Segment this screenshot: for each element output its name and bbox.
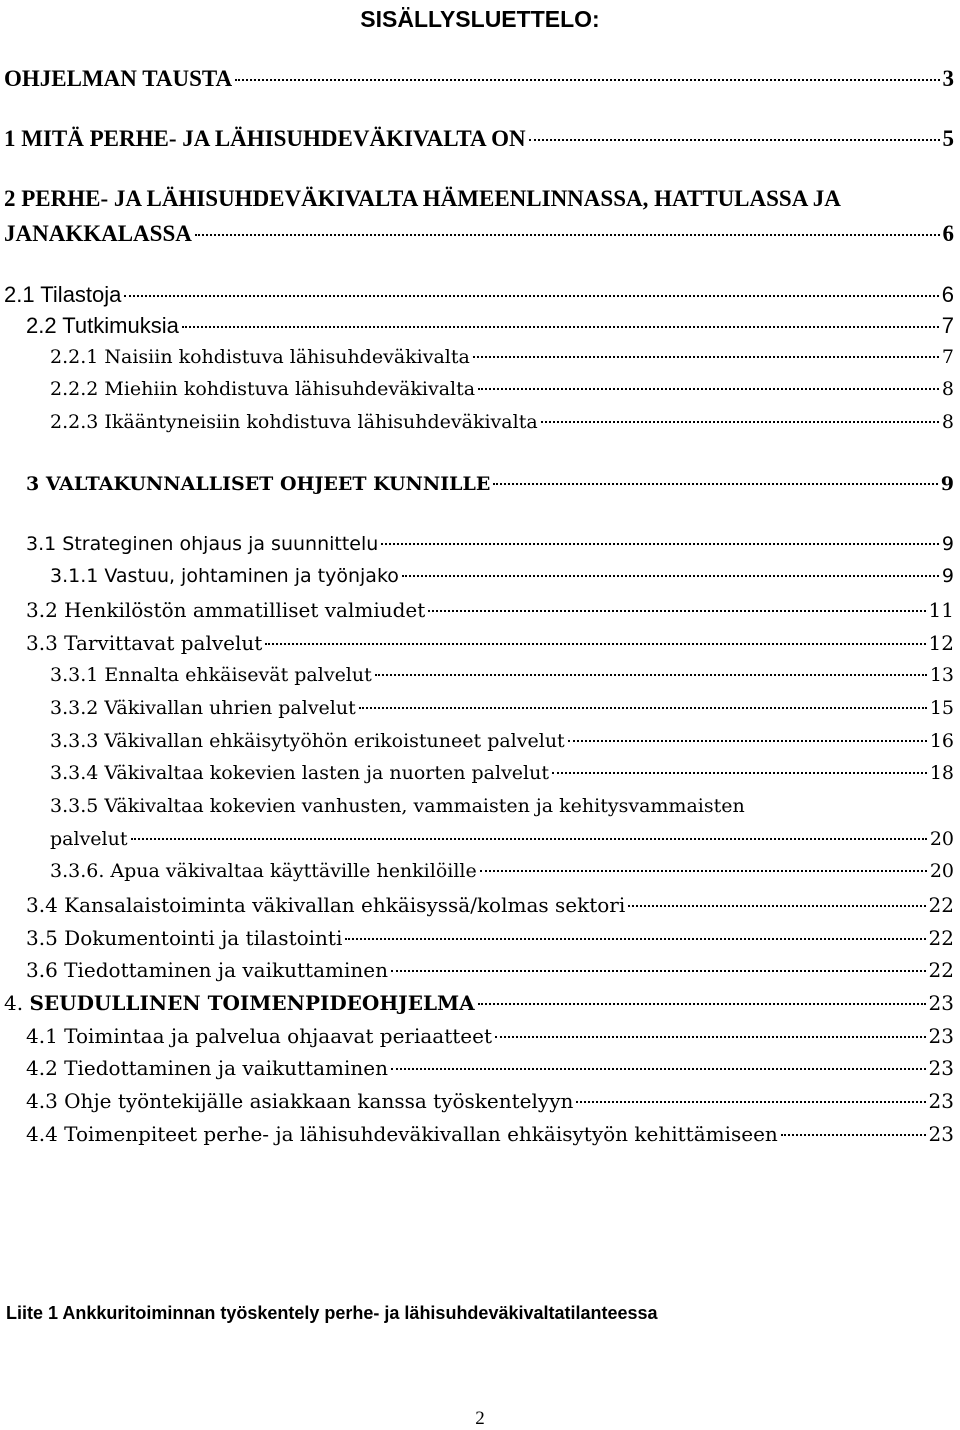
toc-entry[interactable]: [26, 533, 954, 555]
toc-entry-label: 3.5 Dokumentointi ja tilastointi: [26, 926, 343, 950]
toc-entry-page: 7: [941, 313, 954, 338]
page-title: SISÄLLYSLUETTELO:: [360, 6, 600, 32]
dot-leader: [473, 356, 939, 358]
toc-entry-label: 3.2 Henkilöstön ammatilliset valmiudet: [26, 598, 426, 622]
toc-entry-page: 9: [940, 473, 954, 495]
toc-entry-page: 8: [941, 411, 954, 433]
toc-entry-page: 22: [928, 958, 954, 982]
toc-entry-label: [4, 991, 475, 1015]
toc-entry-page: 23: [928, 1122, 954, 1146]
toc-entry-label: OHJELMAN TAUSTA: [4, 66, 233, 91]
toc-entry[interactable]: [26, 598, 954, 622]
dot-leader: [478, 388, 939, 390]
toc-entry-label: 2 PERHE- JA LÄHISUHDEVÄKIVALTA HÄMEENLINNASSA, HATTULASSA JA: [4, 186, 841, 211]
dot-leader: [265, 643, 925, 645]
toc-entry-label: 1 MITÄ PERHE- JA LÄHISUHDEVÄKIVALTA ON: [4, 126, 526, 151]
toc-entry[interactable]: [50, 860, 954, 882]
page-number: 2: [475, 1408, 485, 1429]
toc-entry-label: 2.2.3 Ikääntyneisiin kohdistuva lähisuhdeväkivalta: [50, 411, 538, 433]
toc-entry[interactable]: [4, 66, 954, 92]
toc-entry[interactable]: [50, 697, 954, 719]
toc-entry-page: 13: [929, 664, 954, 686]
toc-entry[interactable]: [26, 1056, 954, 1080]
toc-entry-label: 3.4 Kansalaistoiminta väkivallan ehkäisyssä/kolmas sektori: [26, 893, 626, 917]
dot-leader: [359, 707, 927, 709]
dot-leader: [124, 295, 938, 297]
dot-leader: [182, 326, 939, 328]
toc-entry-label: 3.3.1 Ennalta ehkäisevät palvelut: [50, 664, 372, 686]
toc-entry-page: 16: [929, 730, 954, 752]
toc-entry[interactable]: [26, 1089, 954, 1113]
toc-entry[interactable]: [50, 664, 954, 686]
dot-leader: [391, 1068, 926, 1070]
toc-entry-label: 3.3 Tarvittavat palvelut: [26, 631, 263, 655]
toc-entry-page: 6: [941, 282, 954, 307]
dot-leader: [480, 870, 927, 872]
dot-leader: [391, 970, 926, 972]
toc-entry-label: 4.1 Toimintaa ja palvelua ohjaavat periaatteet: [26, 1024, 492, 1048]
toc-entry[interactable]: [26, 893, 954, 917]
toc-entry-label: 3.1 Strateginen ohjaus ja suunnittelu: [26, 533, 379, 555]
toc-entry[interactable]: [26, 958, 954, 982]
toc-entry[interactable]: [50, 762, 954, 784]
toc-entry-label: JANAKKALASSA: [4, 221, 192, 246]
dot-leader: [402, 575, 939, 577]
toc-entry-label: 3.1.1 Vastuu, johtaminen ja työnjako: [50, 565, 399, 587]
toc-entry-label: 4.4 Toimenpiteet perhe- ja lähisuhdeväkivallan ehkäisytyön kehittämiseen: [26, 1122, 778, 1146]
dot-leader: [541, 421, 939, 423]
toc-entry[interactable]: [50, 411, 954, 433]
toc-entry-page: 9: [941, 565, 954, 587]
toc-entry[interactable]: [50, 795, 954, 817]
toc-entry-page: 7: [941, 346, 954, 368]
dot-leader: [428, 610, 925, 612]
dot-leader: [576, 1101, 925, 1103]
dot-leader: [552, 772, 927, 774]
toc-entry-label: 3.6 Tiedottaminen ja vaikuttaminen: [26, 958, 388, 982]
toc-entry-page: 20: [929, 828, 954, 850]
toc-entry-label: palvelut: [50, 828, 128, 850]
toc-entry-label: 3.3.2 Väkivallan uhrien palvelut: [50, 697, 356, 719]
dot-leader: [628, 905, 925, 907]
dot-leader: [131, 838, 927, 840]
dot-leader: [781, 1134, 926, 1136]
toc-entry-page: 23: [928, 1089, 954, 1113]
toc-entry-page: 22: [928, 893, 954, 917]
toc-entry-page: 20: [929, 860, 954, 882]
dot-leader: [375, 674, 927, 676]
toc-entry[interactable]: [4, 186, 954, 212]
toc-entry[interactable]: [50, 378, 954, 400]
toc-entry-label: 3.3.3 Väkivallan ehkäisytyöhön erikoistuneet palvelut: [50, 730, 565, 752]
toc-entry-page: 18: [929, 762, 954, 784]
dot-leader: [235, 79, 939, 81]
toc-entry-label: 2.2.2 Miehiin kohdistuva lähisuhdeväkivalta: [50, 378, 476, 400]
appendix-title: Liite 1 Ankkuritoiminnan työskentely perhe- ja lähisuhdeväkivaltatilanteessa: [6, 1303, 658, 1323]
toc-entry-page: 5: [942, 126, 954, 151]
toc-entry-page: 23: [928, 991, 954, 1015]
toc-entry-page: 15: [929, 697, 954, 719]
toc-entry-page: 9: [941, 533, 954, 555]
toc-entry-page: 23: [928, 1024, 954, 1048]
toc-entry-page: 22: [928, 926, 954, 950]
toc-entry[interactable]: [50, 828, 954, 850]
toc-entry-page: 11: [928, 598, 954, 622]
toc-entry[interactable]: [50, 346, 954, 368]
toc-entry[interactable]: [26, 313, 954, 339]
toc-entry[interactable]: [50, 730, 954, 752]
toc-entry-label: 4.3 Ohje työntekijälle asiakkaan kanssa työskentelyyn: [26, 1089, 574, 1113]
toc-entry-number: 4.: [4, 991, 30, 1015]
toc-entry-heading: SEUDULLINEN TOIMENPIDEOHJELMA: [29, 991, 475, 1015]
toc-entry-label: 3.3.5 Väkivaltaa kokevien vanhusten, vammaisten ja kehitysvammaisten: [50, 795, 745, 817]
dot-leader: [495, 1036, 926, 1038]
toc-entry-label: 2.2.1 Naisiin kohdistuva lähisuhdeväkivalta: [50, 346, 470, 368]
dot-leader: [568, 740, 927, 742]
toc-entry-page: 12: [928, 631, 954, 655]
toc-entry[interactable]: [4, 221, 954, 247]
toc-entry[interactable]: [4, 991, 954, 1015]
toc-entry-label: 2.2 Tutkimuksia: [26, 313, 179, 338]
toc-entry[interactable]: [4, 126, 954, 152]
toc-entry-page: 23: [928, 1056, 954, 1080]
toc-entry[interactable]: [26, 1122, 954, 1146]
toc-entry[interactable]: [26, 1024, 954, 1048]
dot-leader: [345, 938, 925, 940]
toc-entry-label: 4.2 Tiedottaminen ja vaikuttaminen: [26, 1056, 388, 1080]
toc-entry-label: 3.3.6. Apua väkivaltaa käyttäville henkilöille: [50, 860, 477, 882]
dot-leader: [529, 139, 940, 141]
dot-leader: [478, 1003, 926, 1005]
toc-entry-page: 3: [942, 66, 954, 91]
toc-entry[interactable]: [50, 565, 954, 587]
toc-entry[interactable]: [26, 631, 954, 655]
toc-entry-page: 6: [942, 221, 954, 246]
toc-entry-label: 3.3.4 Väkivaltaa kokevien lasten ja nuorten palvelut: [50, 762, 550, 784]
toc-entry-label: 2.1 Tilastoja: [4, 282, 122, 307]
dot-leader: [381, 543, 939, 545]
dot-leader: [195, 234, 940, 236]
dot-leader: [493, 483, 937, 485]
toc-entry[interactable]: [26, 473, 954, 495]
toc-entry[interactable]: [4, 282, 954, 308]
toc-entry-label: 3 VALTAKUNNALLISET OHJEET KUNNILLE: [26, 473, 491, 495]
toc-entry[interactable]: [26, 926, 954, 950]
toc-entry-page: 8: [941, 378, 954, 400]
